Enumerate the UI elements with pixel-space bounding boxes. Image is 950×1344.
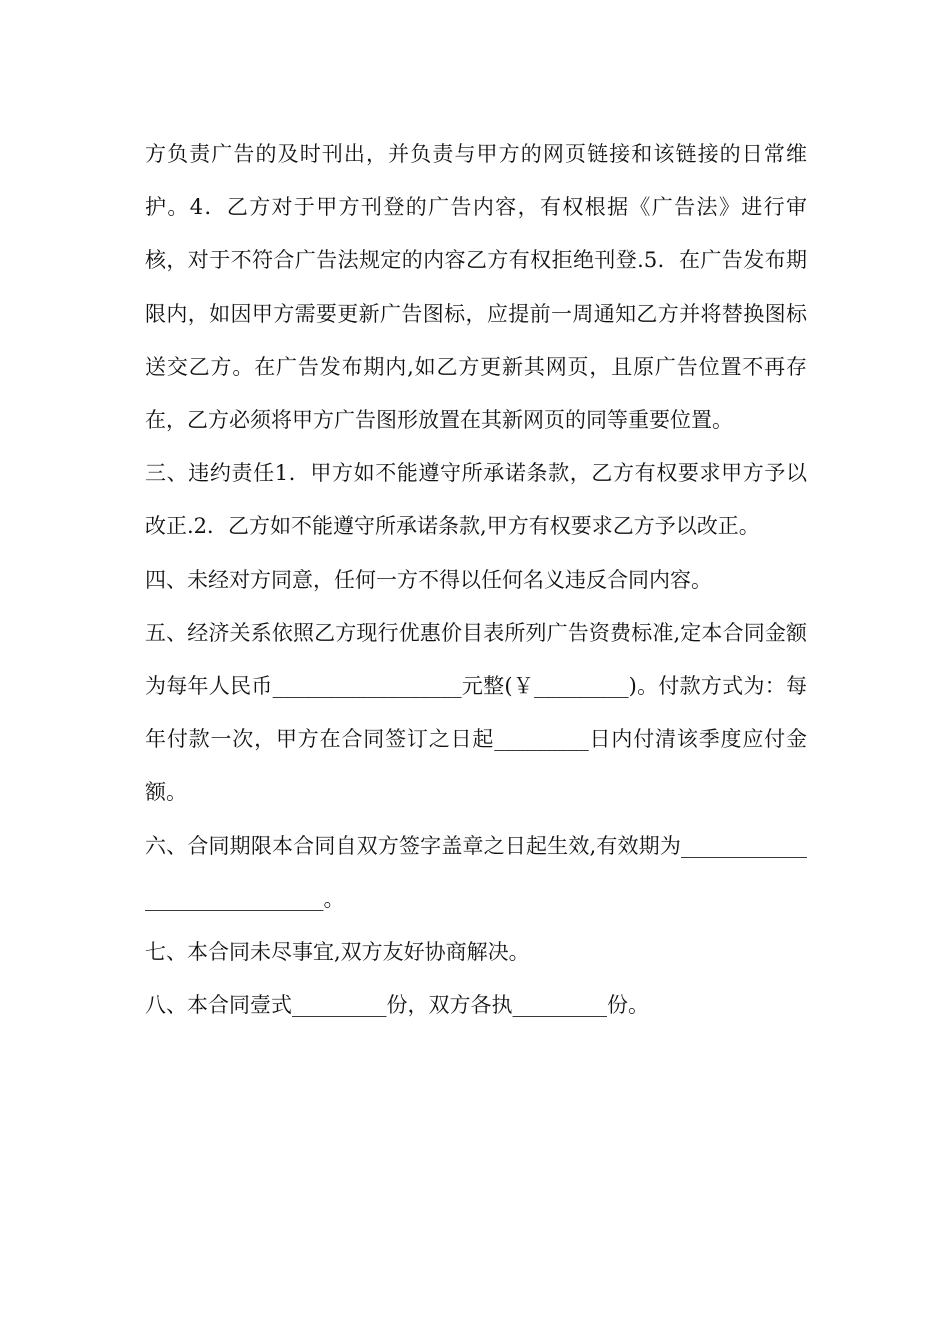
paragraph-contract-term [145,820,807,926]
paragraph-text: 方负责广告的及时刊出，并负责与甲方的网页链接和该链接的日常维护。4．乙方对于甲方刊登的广告内容，有权根据《广告法》进行审核，对于不符合广告法规定的内容乙方有权拒绝刊登.5．在广告发布期限内，如因甲方需要更新广告图标，应提前一周通知乙方并将替换图标送交乙方。在广告发布期内,如乙方更新其网页，且原广告位置不再存在，乙方必须将甲方广告图形放置在其新网页的同等重要位置。 [145,142,807,433]
paragraph-text: 五、经济关系依照乙方现行优惠价目表所列广告资费标准,定本合同金额为每年人民币__________________元整(￥_________)。付款方式为：每年付款一次，甲方在合同签订之日起_________日内付清该季度应付金额。 [145,620,807,805]
paragraph-publishing-duties [145,128,807,447]
paragraph-text: 六、合同期限本合同自双方签字盖章之日起生效,有效期为_____________________________。 [145,833,807,911]
paragraph-unresolved-matters [145,926,807,979]
paragraph-copies [145,979,807,1032]
contract-body [145,128,807,1032]
paragraph-breach-liability [145,447,807,553]
paragraph-no-violation [145,554,807,607]
paragraph-text: 三、违约责任1．甲方如不能遵守所承诺条款，乙方有权要求甲方予以改正.2．乙方如不能遵守所承诺条款,甲方有权要求乙方予以改正。 [145,461,807,539]
paragraph-text: 四、未经对方同意，任何一方不得以任何名义违反合同内容。 [145,567,712,592]
paragraph-text: 七、本合同未尽事宜,双方友好协商解决。 [145,940,530,965]
paragraph-economic-terms [145,607,807,820]
paragraph-text: 八、本合同壹式_________份，双方各执_________份。 [145,993,649,1018]
